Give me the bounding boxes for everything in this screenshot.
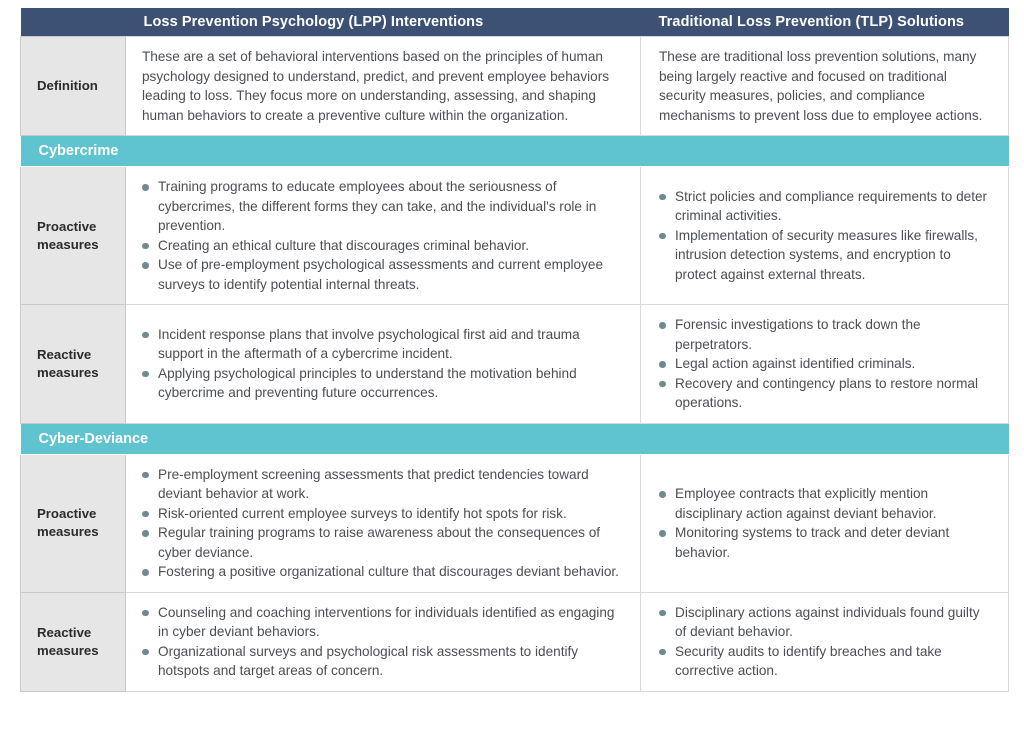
header-corner-cell — [21, 8, 126, 37]
header-cell-tlp — [641, 8, 1009, 37]
bullet-item: Strict policies and compliance requirements to deter criminal activities. — [659, 187, 988, 226]
bullet-item: Creating an ethical culture that discourages criminal behavior. — [142, 236, 626, 256]
cell-tlp — [641, 37, 1009, 136]
table-row — [21, 37, 1009, 136]
bullet-item: Applying psychological principles to understand the motivation behind cybercrime and preventing future occurrences. — [142, 364, 626, 403]
header-label-tlp: Traditional Loss Prevention (TLP) Solutions — [658, 14, 965, 30]
cell-tlp — [641, 305, 1009, 424]
bullet-item: Training programs to educate employees about the seriousness of cybercrimes, the different forms they can take, and the individual's role in prevention. — [142, 177, 626, 236]
cell-lpp — [126, 37, 641, 136]
bullet-item: Risk-oriented current employee surveys to identify hot spots for risk. — [142, 504, 626, 524]
bullet-item: Monitoring systems to track and deter deviant behavior. — [659, 523, 988, 562]
cell-bullet-list — [142, 177, 626, 294]
row-label: Definition — [37, 78, 98, 93]
header-cell-lpp — [126, 8, 641, 37]
bullet-item: Regular training programs to raise awareness about the consequences of cyber deviance. — [142, 523, 626, 562]
cell-bullet-list — [659, 603, 988, 681]
cell-lpp — [126, 305, 641, 424]
header-corner-label — [21, 8, 126, 36]
table-row — [21, 305, 1009, 424]
cell-bullet-list — [659, 315, 988, 413]
comparison-table-wrapper — [20, 8, 1008, 723]
cell-paragraph: These are a set of behavioral interventions based on the principles of human psychology designed to understand, predict, and prevent employee behaviors leading to loss. They focus more on understanding, assessing, and shaping human behaviors to create a preventive culture within the organization. — [142, 49, 610, 123]
bullet-item: Security audits to identify breaches and take corrective action. — [659, 642, 988, 681]
cell-bullet-list — [659, 484, 988, 562]
section-band-title: Cyber-Deviance — [38, 430, 149, 447]
table-row — [21, 454, 1009, 592]
cell-tlp — [641, 454, 1009, 592]
section-band-cell — [21, 423, 1009, 454]
cell-bullet-list — [142, 325, 626, 403]
row-label-cell — [21, 37, 126, 136]
table-body — [21, 8, 1009, 691]
section-band-cell — [21, 136, 1009, 167]
bullet-item: Recovery and contingency plans to restore normal operations. — [659, 374, 988, 413]
comparison-table — [20, 8, 1009, 692]
bullet-item: Employee contracts that explicitly mention disciplinary action against deviant behavior. — [659, 484, 988, 523]
cell-tlp — [641, 592, 1009, 691]
bullet-item: Forensic investigations to track down the perpetrators. — [659, 315, 988, 354]
section-band-title: Cybercrime — [38, 143, 119, 159]
row-label-cell — [21, 305, 126, 424]
cell-bullet-list — [142, 465, 626, 582]
row-label-cell — [21, 454, 126, 592]
row-label: Proactive measures — [37, 506, 99, 539]
bullet-item: Implementation of security measures like firewalls, intrusion detection systems, and encryption to protect against external threats. — [659, 226, 988, 285]
table-row — [21, 592, 1009, 691]
section-band-row — [21, 423, 1009, 454]
cell-tlp — [641, 167, 1009, 305]
row-label: Reactive measures — [37, 346, 99, 380]
cell-paragraph: These are traditional loss prevention solutions, many being largely reactive and focused on traditional security measures, policies, and compliance mechanisms to prevent loss due to employee actions. — [659, 49, 983, 123]
row-label-cell — [21, 592, 126, 691]
cell-lpp — [126, 454, 641, 592]
bullet-item: Pre-employment screening assessments that predict tendencies toward deviant behavior at work. — [142, 465, 626, 504]
row-label: Proactive measures — [37, 218, 99, 252]
row-label: Reactive measures — [37, 624, 99, 658]
cell-bullet-list — [659, 187, 988, 285]
cell-lpp — [126, 592, 641, 691]
table-row — [21, 167, 1009, 305]
table-header-row — [21, 8, 1009, 37]
cell-bullet-list — [142, 603, 626, 681]
bullet-item: Legal action against identified criminals. — [659, 354, 988, 374]
bullet-item: Use of pre-employment psychological assessments and current employee surveys to identify potential internal threats. — [142, 255, 626, 294]
bullet-item: Disciplinary actions against individuals found guilty of deviant behavior. — [659, 603, 988, 642]
section-band-row — [21, 136, 1009, 167]
bullet-item: Fostering a positive organizational culture that discourages deviant behavior. — [142, 562, 626, 582]
bullet-item: Organizational surveys and psychological risk assessments to identify hotspots and target areas of concern. — [142, 642, 626, 681]
cell-lpp — [126, 167, 641, 305]
row-label-cell — [21, 167, 126, 305]
bullet-item: Incident response plans that involve psychological first aid and trauma support in the aftermath of a cybercrime incident. — [142, 325, 626, 364]
bullet-item: Counseling and coaching interventions for individuals identified as engaging in cyber deviant behaviors. — [142, 603, 626, 642]
header-label-lpp: Loss Prevention Psychology (LPP) Interventions — [143, 14, 484, 30]
